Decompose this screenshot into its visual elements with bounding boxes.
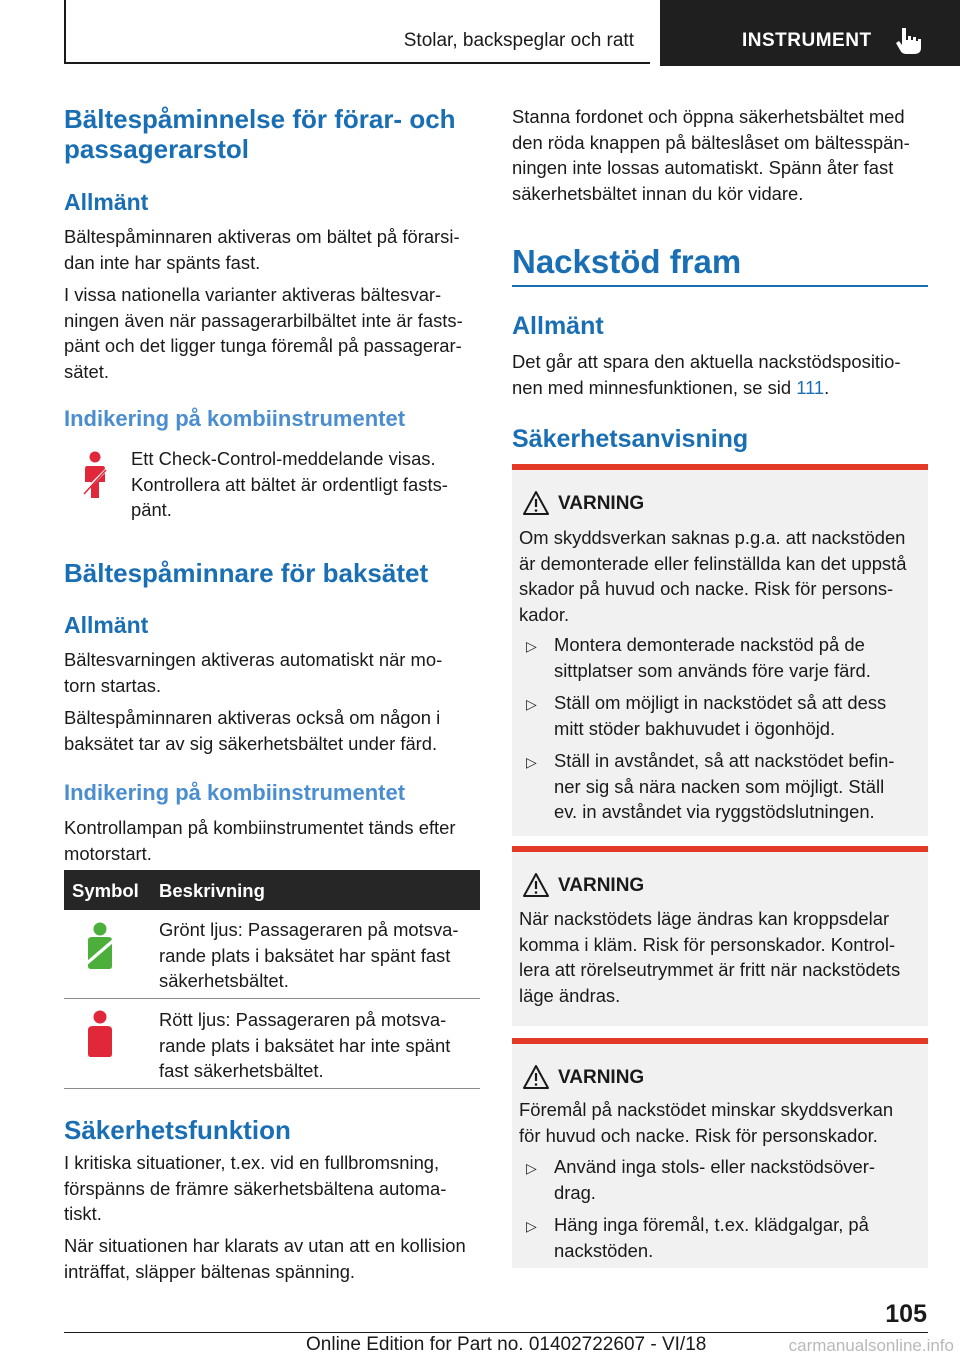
text-line: för huvud och nacke. Risk för personskador.	[519, 1124, 878, 1146]
safety-instruction-heading: Säkerhetsanvisning	[512, 425, 749, 453]
text-line: ner sig så nära nacken som möjligt. Ställ	[554, 775, 885, 797]
text-line: ev. in avståndet via ryggstödslutningen.	[554, 801, 875, 822]
table-row-description	[159, 917, 479, 994]
text-line: mitt stöder bakhuvudet i ögonhöjd.	[554, 717, 836, 739]
warning-label: VARNING	[558, 493, 645, 514]
text-line: torn startas.	[64, 674, 162, 696]
title-underline	[512, 285, 928, 287]
page-link[interactable]: 111	[796, 376, 825, 398]
paragraph	[64, 1150, 482, 1227]
header-chapter-label: INSTRUMENT	[742, 30, 872, 51]
paragraph	[64, 224, 482, 275]
text-line: I vissa nationella varianter aktiveras bältesvar-	[64, 284, 442, 305]
text-line: ningen inte lossas automatiskt. Spänn åter fast	[512, 157, 894, 178]
head-restraint-title: Nackstöd fram	[512, 243, 742, 280]
warning-box	[512, 464, 928, 836]
text-line: dan inte har spänts fast.	[64, 251, 261, 273]
text-line: Föremål på nackstödet minskar skyddsverkan	[519, 1099, 894, 1120]
text-line: Ställ om möjligt in nackstödet så att dess	[554, 692, 887, 713]
bullet-item	[554, 748, 924, 825]
text-line: Bältespåminnaren aktiveras också om någon i	[64, 707, 441, 728]
warning-text	[519, 525, 924, 627]
seatbelt-reminder-heading	[64, 104, 456, 164]
paragraph	[512, 349, 928, 400]
footer-edition: Online Edition for Part no. 01402722607 - VI/18	[306, 1334, 707, 1355]
text-line: komma i kläm. Risk för personskador. Kontrol-	[519, 933, 896, 955]
seatbelt-warning-icon	[80, 450, 110, 502]
paragraph	[64, 282, 482, 384]
text-line: Kontrollera att bältet är ordentligt fasts-	[131, 473, 448, 495]
text-line: kador.	[519, 603, 570, 625]
warning-bar	[512, 1038, 928, 1044]
warning-triangle-icon	[522, 872, 550, 898]
text-line: När situationen har klarats av utan att en kollision	[64, 1235, 466, 1256]
text-line: Använd inga stols- eller nackstödsöver-	[554, 1156, 875, 1177]
bullet-marker: ▷	[526, 696, 537, 712]
page-number: 105	[885, 1300, 927, 1328]
paragraph	[64, 647, 482, 698]
warning-triangle-icon	[522, 1064, 550, 1090]
text-line: Ett Check-Control-meddelande visas.	[131, 448, 436, 469]
text-line: sittplatser som används före varje färd.	[554, 659, 871, 681]
text-line: ningen även när passagerarbilbältet inte är fasts-	[64, 309, 463, 331]
table-row-description	[159, 1007, 479, 1084]
text-line: läge ändras.	[519, 984, 621, 1006]
bullet-marker: ▷	[526, 1218, 537, 1234]
text-line: lera att rörelseutrymmet är fritt när nackstödets	[519, 959, 901, 980]
bullet-item	[554, 690, 924, 741]
bullet-marker: ▷	[526, 1160, 537, 1176]
bullet-item	[554, 1154, 924, 1205]
indicator-heading: Indikering på kombiinstrumentet	[64, 780, 406, 805]
footer-rule	[64, 1332, 928, 1333]
text-fragment: nen med minnesfunktionen, se sid	[512, 376, 797, 398]
bullet-marker: ▷	[526, 754, 537, 770]
text-line: Om skyddsverkan saknas p.g.a. att nackstöden	[519, 527, 906, 548]
column-header-description: Beskrivning	[159, 880, 265, 901]
text-line: Bältespåminnaren aktiveras om bältet på förarsi-	[64, 226, 460, 247]
bullet-item	[554, 632, 924, 683]
text-line: Häng inga föremål, t.ex. klädgalgar, på	[554, 1214, 869, 1235]
text-line: säkerhetsbältet.	[159, 970, 289, 991]
text-line: Kontrollampan på kombiinstrumentet tänds efter	[64, 817, 456, 838]
text-line: drag.	[554, 1181, 596, 1203]
paragraph	[64, 1233, 482, 1284]
text-line: Bältesvarningen aktiveras automatiskt när mo-	[64, 649, 443, 670]
hand-touch-icon	[892, 26, 924, 56]
warning-bar	[512, 464, 928, 470]
symbol-table-header	[64, 870, 480, 910]
text-line: nackstöden.	[554, 1239, 654, 1261]
text-line: pänt och det ligger tunga föremål på passagerar-	[64, 335, 462, 356]
text-line: När nackstödets läge ändras kan kroppsdelar	[519, 908, 890, 929]
bullet-marker: ▷	[526, 638, 537, 654]
heading-line: passagerarstol	[64, 134, 249, 164]
paragraph	[64, 705, 482, 756]
heading-line: Bältespåminnelse för förar- och	[64, 104, 456, 134]
paragraph	[64, 815, 482, 866]
text-line: tiskt.	[64, 1203, 102, 1224]
column-header-symbol: Symbol	[72, 880, 139, 901]
text-line: förspänns de främre säkerhetsbältena automa-	[64, 1177, 447, 1199]
indicator-text	[131, 446, 481, 523]
general-heading: Allmänt	[64, 612, 149, 638]
text-line: baksätet tar av sig säkerhetsbältet under färd.	[64, 732, 438, 754]
text-line: Montera demonterade nackstöd på de	[554, 634, 865, 655]
text-line: den röda knappen på bälteslåset om bältesspän-	[512, 131, 910, 153]
header-left-rule	[64, 0, 66, 64]
warning-triangle-icon	[522, 490, 550, 516]
table-row-divider	[64, 998, 480, 999]
text-line: är demonterade eller felinställda kan det uppstå	[519, 552, 907, 574]
text-line: sätet.	[64, 360, 109, 382]
text-line: rande plats i baksätet har spänt fast	[159, 944, 451, 966]
red-seatbelt-icon	[82, 1010, 118, 1058]
text-line: inträffat, släpper bältenas spänning.	[64, 1260, 356, 1282]
text-fragment: .	[824, 376, 830, 398]
warning-box	[512, 846, 928, 1026]
text-line: Det går att spara den aktuella nackstödspositio-	[512, 351, 901, 372]
paragraph	[512, 104, 928, 206]
table-bottom-divider	[64, 1088, 480, 1089]
header-section-title: Stolar, backspeglar och ratt	[403, 30, 634, 51]
warning-bar	[512, 846, 928, 852]
warning-label: VARNING	[558, 875, 645, 896]
text-line: Ställ in avståndet, så att nackstödet befin-	[554, 750, 895, 771]
header-bottom-rule	[64, 62, 650, 64]
bullet-item	[554, 1212, 924, 1263]
text-line: fast säkerhetsbältet.	[159, 1060, 324, 1081]
text-line: skador på huvud och nacke. Risk för persons-	[519, 578, 894, 599]
warning-box	[512, 1038, 928, 1268]
warning-text	[519, 906, 924, 1008]
watermark: carmanualsonline.info	[788, 1336, 954, 1355]
rear-seat-reminder-heading: Bältespåminnare för baksätet	[64, 558, 429, 588]
safety-function-heading: Säkerhetsfunktion	[64, 1115, 291, 1145]
text-line: Stanna fordonet och öppna säkerhetsbältet med	[512, 106, 905, 127]
text-line: pänt.	[131, 499, 172, 520]
warning-label: VARNING	[558, 1067, 645, 1088]
warning-text	[519, 1097, 924, 1148]
text-line: säkerhetsbältet innan du kör vidare.	[512, 182, 804, 204]
indicator-heading: Indikering på kombiinstrumentet	[64, 406, 406, 431]
text-line: Grönt ljus: Passageraren på motsva-	[159, 919, 459, 940]
text-line: rande plats i baksätet har inte spänt	[159, 1034, 451, 1056]
text-line: Rött ljus: Passageraren på motsva-	[159, 1009, 447, 1030]
text-line: I kritiska situationer, t.ex. vid en fullbromsning,	[64, 1152, 440, 1173]
general-heading: Allmänt	[512, 312, 604, 340]
general-heading: Allmänt	[64, 189, 149, 215]
text-line: motorstart.	[64, 842, 152, 864]
green-seatbelt-icon	[82, 922, 118, 970]
text-line	[512, 375, 928, 401]
